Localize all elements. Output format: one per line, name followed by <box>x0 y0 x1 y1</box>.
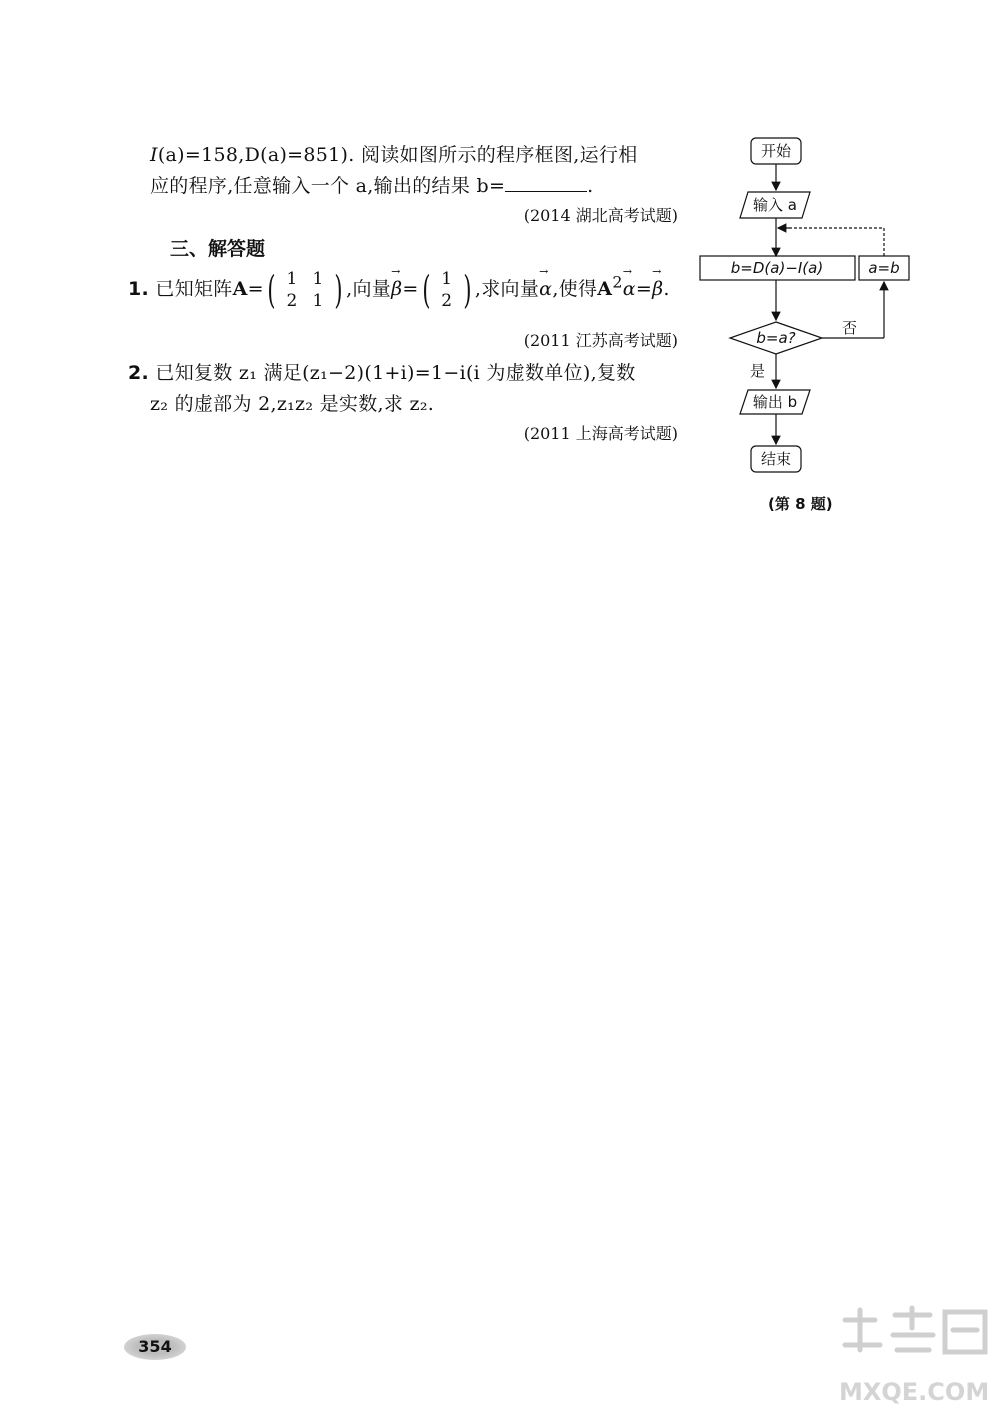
question-2-number: 2. <box>128 362 150 384</box>
source-2011-shanghai: (2011 上海高考试题) <box>523 424 678 443</box>
source-2014-hubei: (2014 湖北高考试题) <box>523 206 678 225</box>
answer-blank <box>505 177 587 192</box>
assign-label: a=b <box>868 259 900 277</box>
matrix-A: A <box>232 278 248 300</box>
vector-values: 1 2 <box>441 269 453 311</box>
question-2-line-2: z₂ 的虚部为 2,z₁z₂ 是实数,求 z₂. <box>150 393 435 415</box>
svg-text:MXQE.COM: MXQE.COM <box>839 1378 990 1406</box>
output-label: 输出 b <box>752 393 798 411</box>
input-label: 输入 a <box>753 196 797 214</box>
problem-line-1 <box>150 140 638 167</box>
figure-caption: (第 8 题) <box>768 495 833 513</box>
question-1-number: 1. <box>128 278 150 300</box>
page-number: 354 <box>124 1334 186 1360</box>
matrix-values: 1 1 2 1 <box>286 269 324 311</box>
source-2011-jiangsu: (2011 江苏高考试题) <box>523 331 678 350</box>
problem-line-2: 应的程序,任意输入一个 a,输出的结果 b= . <box>150 175 594 197</box>
question-1: 1. 已知矩阵A=( 1 1 2 1 ) ,向量→ β=( 1 2 ) ,求向量→ α,使得$A^2\to \alpha=\to \beta$. <box>128 268 670 312</box>
no-label: 否 <box>842 319 858 337</box>
decision-label: b=a? <box>756 329 796 347</box>
watermark-logo <box>835 1300 995 1420</box>
func-I: I <box>150 144 158 166</box>
end-label: 结束 <box>760 450 792 468</box>
problem-line-2-text: 应的程序,任意输入一个 a,输出的结果 b= <box>150 175 506 197</box>
vector-alpha: → α <box>539 278 552 300</box>
start-label: 开始 <box>760 142 792 160</box>
flowchart <box>690 130 930 480</box>
problem-line-1-text: (a)=158,D(a)=851). 阅读如图所示的程序框图,运行相 <box>157 144 638 166</box>
vector-beta: → β <box>391 278 402 300</box>
section-heading: 三、解答题 <box>170 238 266 260</box>
yes-label: 是 <box>750 362 766 380</box>
process-label: b=D(a)−I(a) <box>730 259 824 277</box>
question-2-line-1: 2. 已知复数 z₁ 满足(z₁−2)(1+i)=1−i(i 为虚数单位),复数 <box>128 362 636 384</box>
